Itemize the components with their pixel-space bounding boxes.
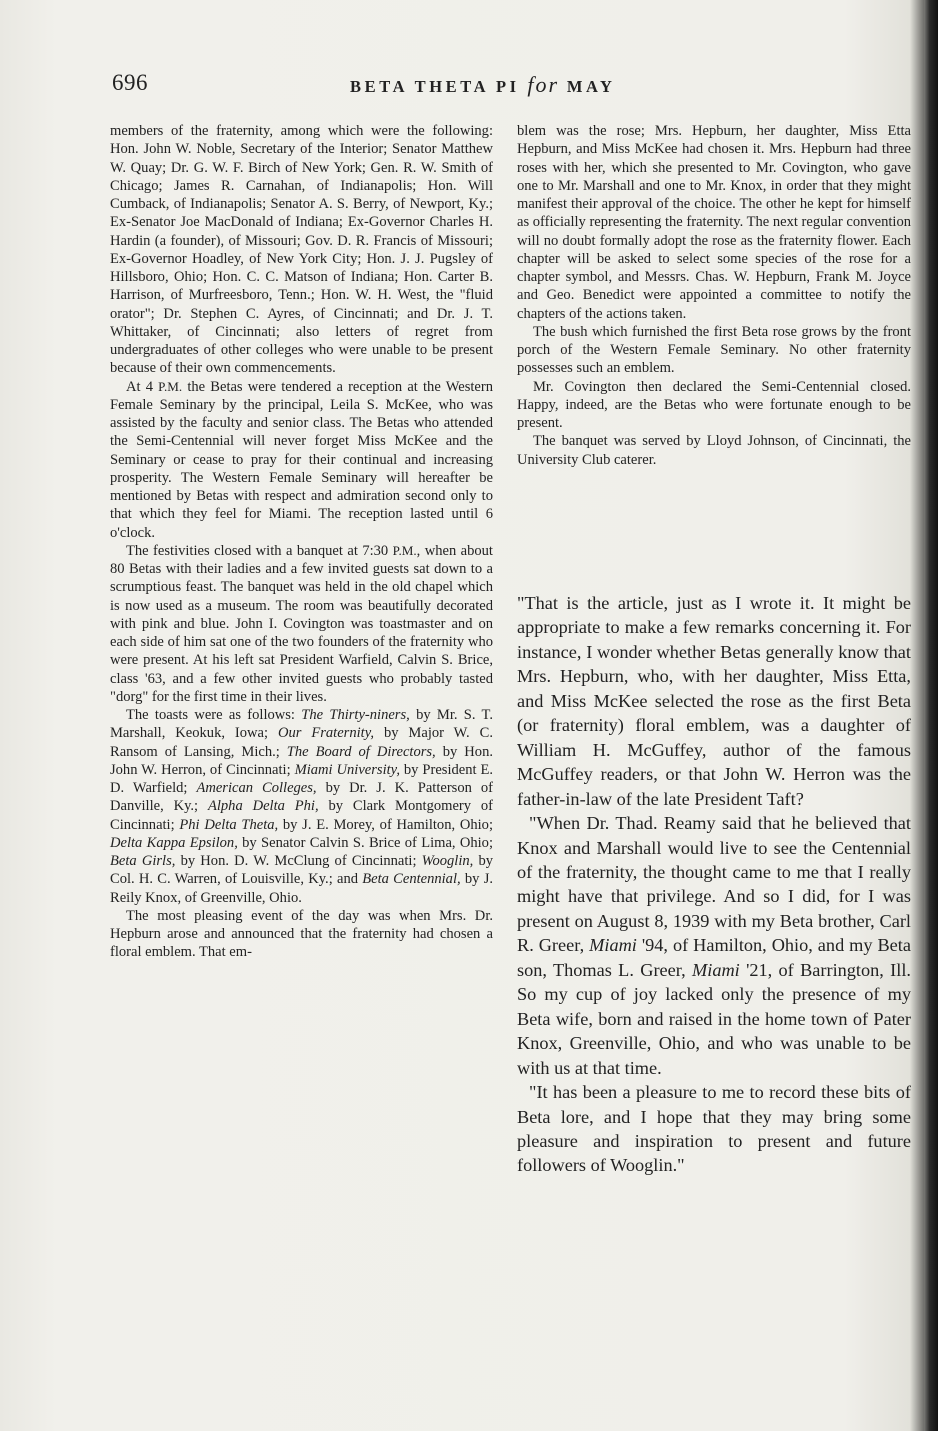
banquet-pm: P.M. [392, 542, 417, 558]
toast-title: Our Fraternity, [277, 725, 374, 742]
toast-title: Phi Delta Theta, [179, 816, 279, 833]
toast-text: by Senator Calvin S. Brice of Lima, Ohio; [237, 834, 493, 851]
toast-text: by Col. H. C. Warren, of Louisville, Ky.; and [110, 853, 494, 888]
toast-title: Alpha Delta Phi, [207, 798, 319, 815]
toast-title: Miami University, [294, 761, 400, 778]
toast-title: Wooglin, [421, 853, 474, 869]
running-title-prefix: BETA THETA PI [350, 77, 520, 96]
toast-text: by Hon. John W. Herron, of Cincinnati; [110, 743, 493, 778]
toast-title: Delta Kappa Epsilon, [110, 834, 238, 851]
page-binding-edge [924, 0, 938, 1431]
quote-italic-miami: Miami [589, 935, 637, 956]
toast-title: Beta Centennial, [362, 871, 461, 888]
running-title [350, 72, 616, 98]
paragraph-banquet [110, 542, 493, 706]
paragraph-rose-emblem: blem was the rose; Mrs. Hepburn, her daughter, Miss Etta Hepburn, and Miss McKee had chosen it. Mrs. Hepburn had three roses with her, which she presented to Mr. Covington, who gave one to Mr. Marshall and one to Mr. Knox, in order that they might manifest their approval of the choice. The other he kept for himself as officially representing the fraternity. The next regular convention will no doubt formally adopt the rose as the fraternity flower. Each chapter will be asked to select some species of the rose for a chapter symbol, and Messrs. Chas. W. Hepburn, Frank M. Joyce and Geo. Benedict were appointed a committee to notify the chapters of the actions taken. [517, 123, 911, 322]
toast-text: by Dr. J. K. Patterson of Danville, Ky.; [110, 780, 494, 815]
toast-text: by J. Reily Knox, of Greenville, Ohio. [110, 871, 493, 906]
banquet-text-a: The festivities closed with a banquet at 7:30 [126, 542, 393, 559]
toast-text: by Hon. D. W. McClung of Cincinnati; [175, 853, 422, 869]
running-title-suffix: MAY [566, 77, 616, 96]
quote-paragraph-closing: "It has been a pleasure to me to record these bits of Beta lore, and I hope that they may bring some pleasure and inspiration to present and future followers of Wooglin." [517, 1082, 911, 1176]
toast-text: by Clark Montgomery of Cincinnati; [110, 798, 493, 833]
quote-paragraph-article: "That is the article, just as I wrote it. It might be appropriate to make a few remarks concerning it. For instance, I wonder whether Betas generally know that Mrs. Hepburn, who, with her daughter, Miss Etta, and Miss McKee selected the rose as the first Beta (or fraternity) floral emblem, was a daughter of William H. McGuffey, author of the famous McGuffey readers, or that John W. Herron was the father-in-law of the late President Taft? [517, 593, 911, 809]
quote-text: '21, of Barrington, Ill. So my cup of joy lacked only the presence of my Beta wife, born and raised in the home town of Pater Knox, Greenville, Ohio, and who was unable to be with us at that time. [517, 959, 912, 1078]
reception-pm: P.M. [158, 378, 183, 394]
paragraph-members-list: members of the fraternity, among which were the following: Hon. John W. Noble, Secretary of the Interior; Senator Matthew W. Quay; Dr. G. W. F. Birch of New York; Gen. R. W. Smith of Chicago; James R. Carnahan, of Indianapolis; Hon. Will Cumback, of Indianapolis; Senator A. S. Berry, of Newport, Ky.; Ex-Senator Joe MacDonald of Indiana; Ex-Governor Charles H. Hardin (a founder), of Missouri; Gov. D. R. Francis of Missouri; Ex-Governor Hoadley, of New York City; Hon. J. J. Pugsley of Hillsboro, Ohio; Hon. C. C. Matson of Indiana; Hon. Carter B. Harrison, of Murfreesboro, Tenn.; Hon. W. H. West, the "fluid orator"; Dr. Stephen C. Ayres, of Cincinnati; and Dr. J. T. Whittaker, of Cincinnati; also letters of regret from undergraduates of other colleges who were unable to be present because of their own commencements. [110, 123, 493, 377]
page-header [112, 70, 912, 100]
reception-text-a: At 4 [126, 378, 159, 395]
toast-text: The toasts were as follows: [126, 707, 302, 723]
paragraph-reception [110, 378, 493, 542]
paragraph-floral-emblem: The most pleasing event of the day was when Mrs. Dr. Hepburn arose and announced that the fraternity had chosen a floral emblem. That em- [110, 907, 493, 961]
toast-title: The Thirty-niners, [301, 707, 410, 723]
left-column [110, 122, 493, 962]
page-number: 696 [112, 70, 148, 95]
toast-text: by Major W. C. Ransom of Lansing, Mich.; [110, 725, 493, 760]
toast-text: by J. E. Morey, of Hamilton, Ohio; [278, 816, 493, 833]
toast-title: American Colleges, [196, 780, 317, 796]
quote-italic-miami: Miami [692, 959, 740, 980]
right-column [517, 122, 911, 469]
quote-text: "When Dr. Thad. Reamy said that he believed that Knox and Marshall would live to see the Centennial of the fraternity, the thought came to me that I really might have that privilege. And so I did, for I was present on August 8, 1939 with my Beta brother, Carl R. Greer, [517, 813, 911, 956]
paragraph-closing: Mr. Covington then declared the Semi-Centennial closed. Happy, indeed, are the Betas who were fortunate enough to be present. [517, 378, 911, 431]
toast-title: Beta Girls, [110, 853, 176, 869]
running-title-for: for [527, 72, 560, 97]
paragraph-toasts [110, 706, 493, 907]
banquet-text-b: , when about 80 Betas with their ladies and a few invited guests sat down to a scrumptious feast. The banquet was held in the old chapel which is now used as a museum. The room was beautifully decorated with pink and blue. John I. Covington was toastmaster and on each side of him sat one of the two founders of the fraternity who were present. At his left sat President Warfield, Calvin S. Brice, class '63, and a few other invited guests who probably tasted "dorg" for the first time in their lives. [110, 542, 493, 705]
toast-text: by Mr. S. T. Marshall, Keokuk, Iowa; [110, 707, 493, 742]
toast-title: The Board of Directors, [286, 743, 436, 760]
reception-text-b: the Betas were tendered a reception at the Western Female Seminary by the principal, Leila S. McKee, who was assisted by the faculty and senior class. The Betas who attended the Semi-Centennial will never forget Miss McKee and the Seminary or cease to pray for their continual and increasing prosperity. The Western Female Seminary will hereafter be mentioned by Betas with respect and admiration second only to that which they feel for Miami. The reception lasted until 6 o'clock. [110, 378, 493, 541]
toast-text: by President E. D. Warfield; [110, 761, 494, 796]
quote-text: '94, of Hamilton, Ohio, and my Beta son, Thomas L. Greer, [517, 935, 911, 980]
quote-paragraph-centennial [517, 811, 911, 1080]
quoted-remarks [517, 591, 911, 1178]
paragraph-caterer: The banquet was served by Lloyd Johnson, of Cincinnati, the University Club caterer. [517, 433, 911, 468]
paragraph-rose-bush: The bush which furnished the first Beta rose grows by the front porch of the Western Female Seminary. No other fraternity possesses such an emblem. [517, 323, 911, 377]
